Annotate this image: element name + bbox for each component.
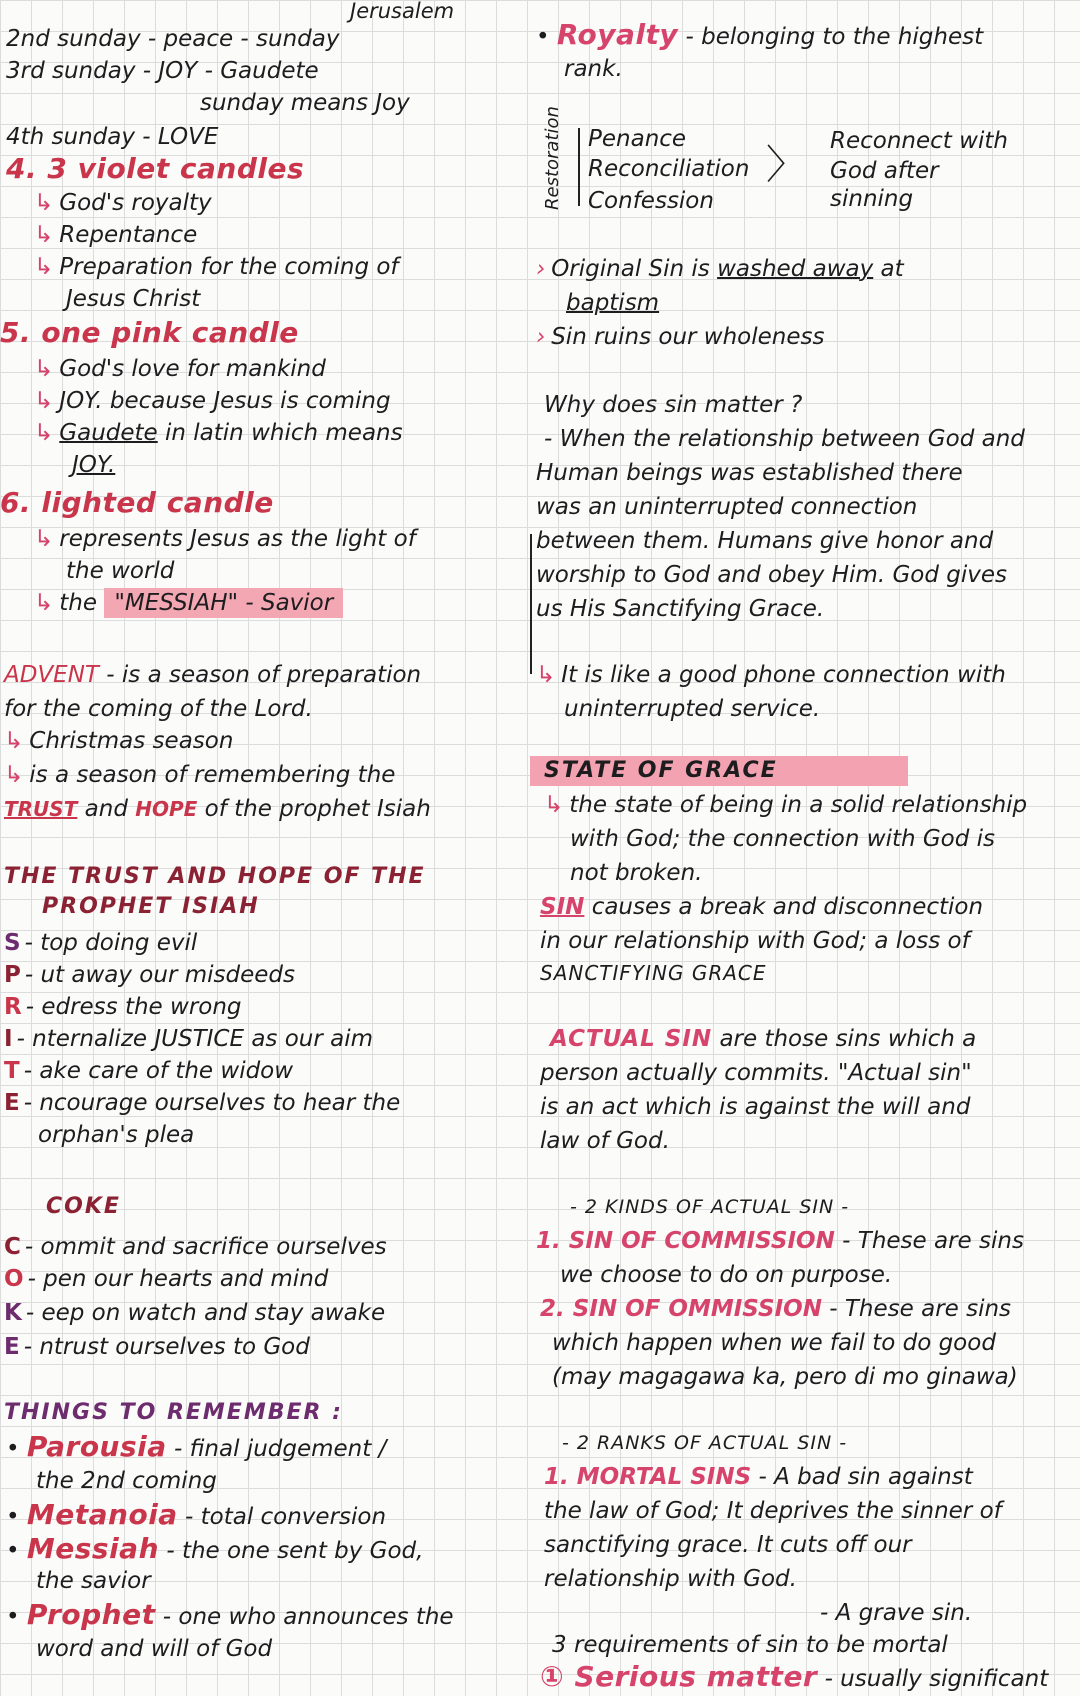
list-item-cont: not broken.: [570, 860, 703, 886]
highlight-messiah: "MESSIAH" - Savior: [104, 588, 343, 618]
bracket-divider: [530, 534, 532, 674]
remember-item-cont: the 2nd coming: [36, 1468, 217, 1494]
list-item-cont: JOY.: [72, 452, 116, 478]
list-item: ↳ Gaudete in latin which means: [34, 420, 403, 446]
remember-item-cont: the savior: [36, 1568, 151, 1594]
acronym-row: T - ake care of the widow: [4, 1058, 294, 1084]
arrow-icon: ↳: [34, 388, 54, 414]
arrow-icon: ↳: [34, 356, 54, 382]
rank-item-cont: relationship with God.: [544, 1566, 797, 1592]
paragraph-line: Human beings was established there: [536, 460, 963, 486]
restoration-item: Penance: [588, 126, 687, 152]
list-item: ↳ God's royalty: [34, 190, 212, 216]
list-item: ↳ Preparation for the coming of: [34, 254, 399, 280]
heading-kinds-actual-sin: - 2 KINDS OF ACTUAL SIN -: [570, 1196, 850, 1218]
advent-trust-hope: TRUST and HOPE of the prophet Isiah: [4, 796, 431, 822]
list-item: ↳ JOY. because Jesus is coming: [34, 388, 391, 414]
list-item: ↳ Christmas season: [4, 728, 234, 754]
arrow-icon: ↳: [34, 420, 54, 446]
arrow-icon: ↳: [4, 762, 24, 788]
royalty-cont: rank.: [564, 56, 623, 82]
royalty-definition: • Royalty - belonging to the highest: [536, 18, 984, 51]
advent-line: for the coming of the Lord.: [4, 696, 313, 722]
heading-coke: COKE: [46, 1194, 121, 1219]
original-sin-cont: baptism: [566, 290, 660, 316]
list-item: ↳ represents Jesus as the light of: [34, 526, 416, 552]
heading-violet-candles: 4. 3 violet candles: [6, 152, 305, 185]
note-3rd-sunday: 3rd sunday - JOY - Gaudete: [6, 58, 319, 84]
kind-item-cont: we choose to do on purpose.: [560, 1262, 893, 1288]
actual-sin-definition: ACTUAL SIN are those sins which a: [550, 1026, 977, 1052]
arrow-icon: ↳: [536, 662, 556, 688]
heading-why-sin: Why does sin matter ?: [544, 392, 803, 418]
acronym-row: E - ntrust ourselves to God: [4, 1334, 310, 1360]
paragraph-line: between them. Humans give honor and: [536, 528, 994, 554]
heading-ranks-actual-sin: - 2 RANKS OF ACTUAL SIN -: [562, 1432, 848, 1454]
list-item-cont: the world: [66, 558, 175, 584]
arrow-icon: ↳: [34, 590, 54, 616]
restoration-note: sinning: [830, 186, 914, 212]
list-item: ↳ is a season of remembering the: [4, 762, 396, 788]
arrow-icon: ›: [536, 256, 546, 282]
bracket-divider: [578, 128, 580, 206]
arrow-icon: ↳: [544, 792, 564, 818]
arrow-icon: ↳: [34, 190, 54, 216]
restoration-label: Restoration: [542, 106, 563, 210]
requirements-heading: 3 requirements of sin to be mortal: [552, 1632, 948, 1658]
rank-item-cont: sanctifying grace. It cuts off our: [544, 1532, 912, 1558]
arrow-icon: ↳: [34, 222, 54, 248]
acronym-row: O - pen our hearts and mind: [4, 1266, 329, 1292]
chevron-right-icon: 〉: [766, 142, 806, 188]
acronym-row: P - ut away our misdeeds: [4, 962, 295, 988]
arrow-icon: ↳: [34, 254, 54, 280]
rank-item-cont: - A grave sin.: [820, 1600, 973, 1626]
paragraph-line: SANCTIFYING GRACE: [540, 961, 767, 985]
advent-definition: ADVENT - is a season of preparation: [4, 662, 422, 688]
heading-pink-candle: 5. one pink candle: [0, 316, 299, 349]
note-3rd-sunday-meaning: sunday means Joy: [200, 90, 410, 116]
acronym-row: C - ommit and sacrifice ourselves: [4, 1234, 387, 1260]
kind-item-cont: (may magagawa ka, pero di mo ginawa): [552, 1364, 1018, 1390]
acronym-row: E - ncourage ourselves to hear the: [4, 1090, 401, 1116]
paragraph-line: law of God.: [540, 1128, 670, 1154]
paragraph-line: ↳ It is like a good phone connection with: [536, 662, 1006, 688]
acronym-row: K - eep on watch and stay awake: [4, 1300, 386, 1326]
list-item-cont: Jesus Christ: [66, 286, 201, 312]
sin-definition: SIN causes a break and disconnection: [540, 894, 984, 920]
kind-item: 1. SIN OF COMMISSION - These are sins: [536, 1228, 1024, 1254]
note-4th-sunday: 4th sunday - LOVE: [6, 124, 219, 150]
note-jerusalem: Jerusalem: [350, 0, 455, 23]
heading-trust-hope-2: PROPHET ISIAH: [42, 894, 260, 919]
paragraph-line: was an uninterrupted connection: [536, 494, 918, 520]
arrow-icon: ›: [536, 324, 546, 350]
paragraph-line: person actually commits. "Actual sin": [540, 1060, 972, 1086]
remember-item: • Metanoia - total conversion: [6, 1498, 387, 1531]
restoration-item: Confession: [588, 188, 714, 214]
remember-item: • Parousia - final judgement /: [6, 1430, 387, 1463]
list-item: ↳ the state of being in a solid relationship: [544, 792, 1028, 818]
remember-item-cont: word and will of God: [36, 1636, 273, 1662]
sin-ruins-note: › Sin ruins our wholeness: [536, 324, 825, 350]
rank-item: 1. MORTAL SINS - A bad sin against: [544, 1464, 973, 1490]
arrow-icon: ↳: [4, 728, 24, 754]
heading-things-to-remember: THINGS TO REMEMBER :: [4, 1400, 343, 1425]
restoration-item: Reconciliation: [588, 156, 750, 182]
note-2nd-sunday: 2nd sunday - peace - sunday: [6, 26, 340, 52]
list-item-cont: with God; the connection with God is: [570, 826, 996, 852]
acronym-row: S - top doing evil: [4, 930, 198, 956]
kind-item: 2. SIN OF OMMISSION - These are sins: [540, 1296, 1012, 1322]
acronym-row: I - nternalize JUSTICE as our aim: [4, 1026, 374, 1052]
list-item: ↳ Repentance: [34, 222, 198, 248]
acronym-row-cont: orphan's plea: [38, 1122, 195, 1148]
kind-item-cont: which happen when we fail to do good: [552, 1330, 996, 1356]
paragraph-line: worship to God and obey Him. God gives: [536, 562, 1007, 588]
paragraph-line: - When the relationship between God and: [544, 426, 1025, 452]
paragraph-line: uninterrupted service.: [564, 696, 821, 722]
acronym-row: R - edress the wrong: [4, 994, 242, 1020]
original-sin-note: › Original Sin is washed away at: [536, 256, 904, 282]
arrow-icon: ↳: [34, 526, 54, 552]
remember-item: • Prophet - one who announces the: [6, 1598, 454, 1631]
heading-state-of-grace: STATE OF GRACE: [530, 756, 908, 786]
remember-item: • Messiah - the one sent by God,: [6, 1532, 424, 1565]
paragraph-line: is an act which is against the will and: [540, 1094, 971, 1120]
list-item: ↳ God's love for mankind: [34, 356, 326, 382]
paragraph-line: us His Sanctifying Grace.: [536, 596, 825, 622]
heading-trust-hope: THE TRUST AND HOPE OF THE: [4, 864, 426, 889]
heading-lighted-candle: 6. lighted candle: [0, 486, 274, 519]
requirement-item: ① Serious matter - usually significant: [540, 1660, 1049, 1693]
rank-item-cont: the law of God; It deprives the sinner of: [544, 1498, 1002, 1524]
restoration-note: God after: [830, 158, 939, 184]
paragraph-line: in our relationship with God; a loss of: [540, 928, 970, 954]
restoration-note: Reconnect with: [830, 128, 1008, 154]
list-item: ↳ the "MESSIAH" - Savior: [34, 588, 343, 618]
